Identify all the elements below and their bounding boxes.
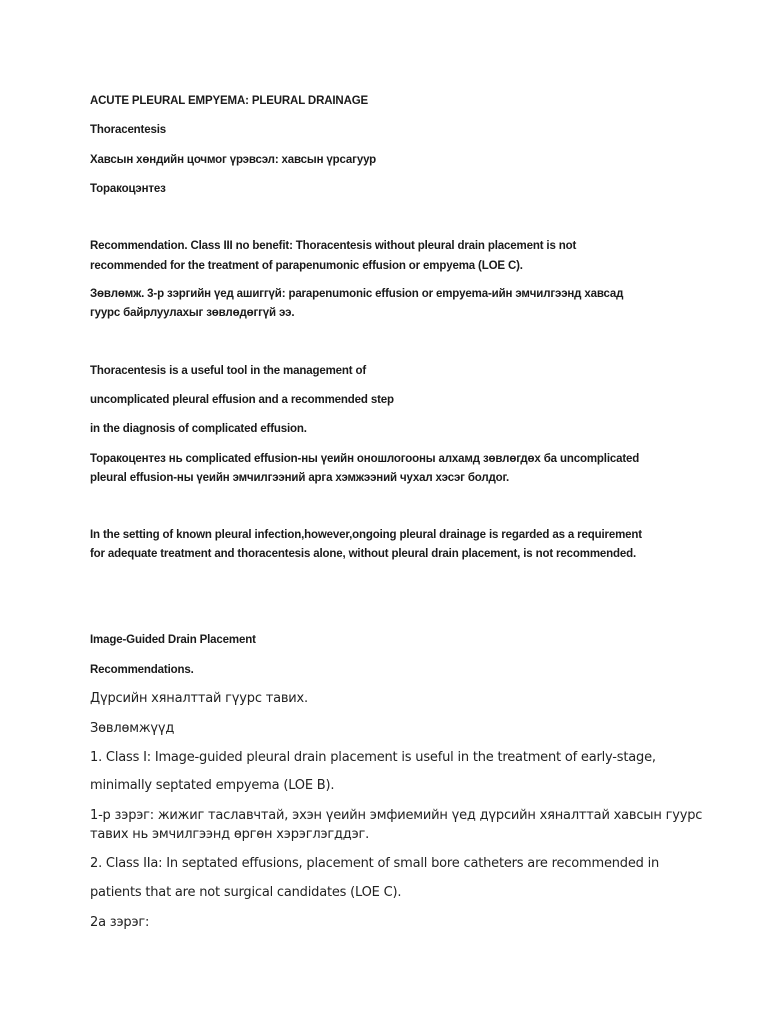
thoracentesis-mn-line-2: pleural effusion-ны үеийн эмчилгээний арга хэмжээний чухал хэсэг болдог. — [90, 472, 510, 484]
class-2a-line-1: 2. Class IIa: In septated effusions, placement of small bore catheters are recommended in — [90, 856, 660, 871]
class-1-line-2: minimally septated empyema (LOE B). — [90, 778, 335, 793]
class-1-mn-line-2: тавих нь эмчилгээнд өргөн хэрэглэгддэг. — [90, 827, 370, 842]
class-1-mn-line-1: 1-р зэрэг: жижиг таславчтай, эхэн үеийн эмфиемийн үед дүрсийн хяналттай хавсын гуурс — [90, 808, 703, 823]
class-2a-mn: 2а зэрэг: — [90, 915, 150, 930]
document-title: ACUTE PLEURAL EMPYEMA: PLEURAL DRAINAGE — [90, 95, 369, 107]
document-subtitle-mn: Торакоцэнтез — [90, 183, 166, 195]
recommendation-line-1: Recommendation. Class III no benefit: Thoracentesis without pleural drain placement is not — [90, 240, 577, 252]
thoracentesis-tool-line-3: in the diagnosis of complicated effusion. — [90, 423, 307, 435]
pleural-infection-line-2: for adequate treatment and thoracentesis alone, without pleural drain placement, is not recommended. — [90, 548, 637, 560]
recommendation-mn-line-1: Зөвлөмж. 3-р зэргийн үед ашиггүй: parapenumonic effusion or empyema-ийн эмчилгээнд хавсад — [90, 288, 624, 300]
recommendation-mn-line-2: гуурс байрлуулахыг зөвлөдөггүй ээ. — [90, 307, 295, 319]
recommendations-heading: Recommendations. — [90, 664, 194, 676]
class-1-line-1: 1. Class I: Image-guided pleural drain placement is useful in the treatment of early-stage, — [90, 750, 656, 765]
pleural-infection-line-1: In the setting of known pleural infection,however,ongoing pleural drainage is regarded as a requirement — [90, 529, 642, 541]
image-guided-heading: Image-Guided Drain Placement — [90, 634, 256, 646]
thoracentesis-mn-line-1: Торакоцентез нь complicated effusion-ны үеийн оношлогооны алхамд зөвлөгдөх ба uncomplicated — [90, 453, 640, 465]
thoracentesis-tool-line-1: Thoracentesis is a useful tool in the management of — [90, 365, 367, 377]
recommendation-line-2: recommended for the treatment of parapenumonic effusion or empyema (LOE C). — [90, 260, 523, 272]
image-guided-heading-mn: Дүрсийн хяналттай гүурс тавих. — [90, 691, 308, 706]
thoracentesis-tool-line-2: uncomplicated pleural effusion and a recommended step — [90, 394, 394, 406]
class-2a-line-2: patients that are not surgical candidates (LOE C). — [90, 885, 402, 900]
document-title-mn: Хавсын хөндийн цочмог үрэвсэл: хавсын үрсагуур — [90, 154, 377, 166]
document-subtitle: Thoracentesis — [90, 124, 167, 136]
recommendations-heading-mn: Зөвлөмжүүд — [90, 721, 175, 736]
